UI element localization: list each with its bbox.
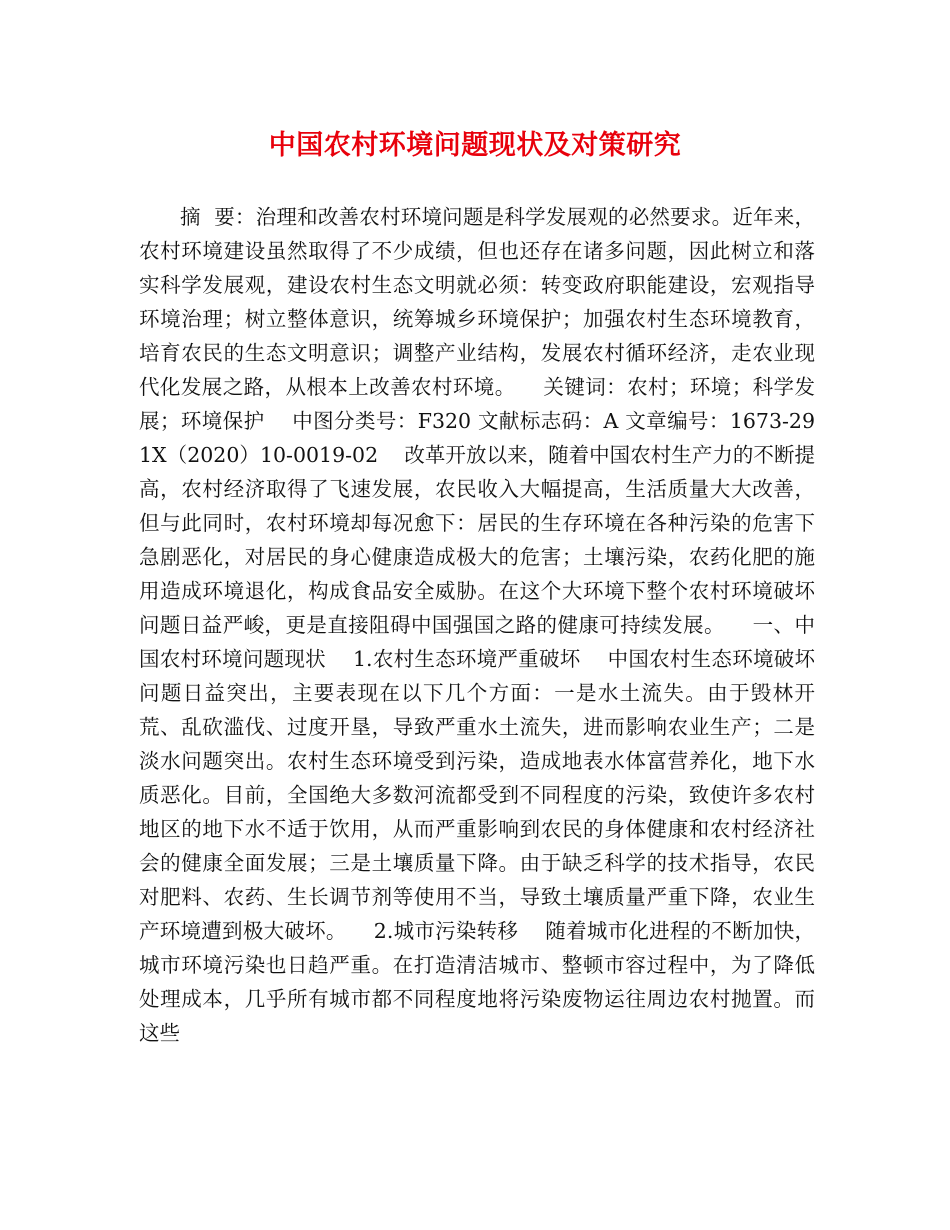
document-title: 中国农村环境问题现状及对策研究: [268, 130, 682, 161]
document-body: 摘 要：治理和改善农村环境问题是科学发展观的必然要求。近年来，农村环境建设虽然取得了不少成绩，但也还存在诸多问题，因此树立和落实科学发展观，建设农村生态文明就必须：转变政府职能建设，宏观指导环境治理；树立整体意识，统筹城乡环境保护；加强农村生态环境教育，培育农民的生态文明意识；调整产业结构，发展农村循环经济，走农业现代化发展之路，从根本上改善农村环境。 关键词：农村；环境；科学发展；环境保护 中图分类号：F320 文献标志码：A 文章编号：1673-291X（2020）10-0019-02 改革开放以来，随着中国农村生产力的不断提高，农村经济取得了飞速发展，农民收入大幅提高，生活质量大大改善，但与此同时，农村环境却每况愈下：居民的生存环境在各种污染的危害下急剧恶化，对居民的身心健康造成极大的危害；土壤污染，农药化肥的施用造成环境退化，构成食品安全威胁。在这个大环境下整个农村环境破坏问题日益严峻，更是直接阻碍中国强国之路的健康可持续发展。 一、中国农村环境问题现状 1.农村生态环境严重破坏 中国农村生态环境破坏问题日益突出，主要表现在以下几个方面：一是水土流失。由于毁林开荒、乱砍滥伐、过度开垦，导致严重水土流失，进而影响农业生产；二是淡水问题突出。农村生态环境受到污染，造成地表水体富营养化，地下水质恶化。目前，全国绝大多数河流都受到不同程度的污染，致使许多农村地区的地下水不适于饮用，从而严重影响到农民的身体健康和农村经济社会的健康全面发展；三是土壤质量下降。由于缺乏科学的技术指导，农民对肥料、农药、生长调节剂等使用不当，导致土壤质量严重下降，农业生产环境遭到极大破坏。 2.城市污染转移 随着城市化进程的不断加快，城市环境污染也日趋严重。在打造清洁城市、整顿市容过程中，为了降低处理成本，几乎所有城市都不同程度地将污染废物运往周边农村抛置。而这些: [139, 205, 815, 1045]
